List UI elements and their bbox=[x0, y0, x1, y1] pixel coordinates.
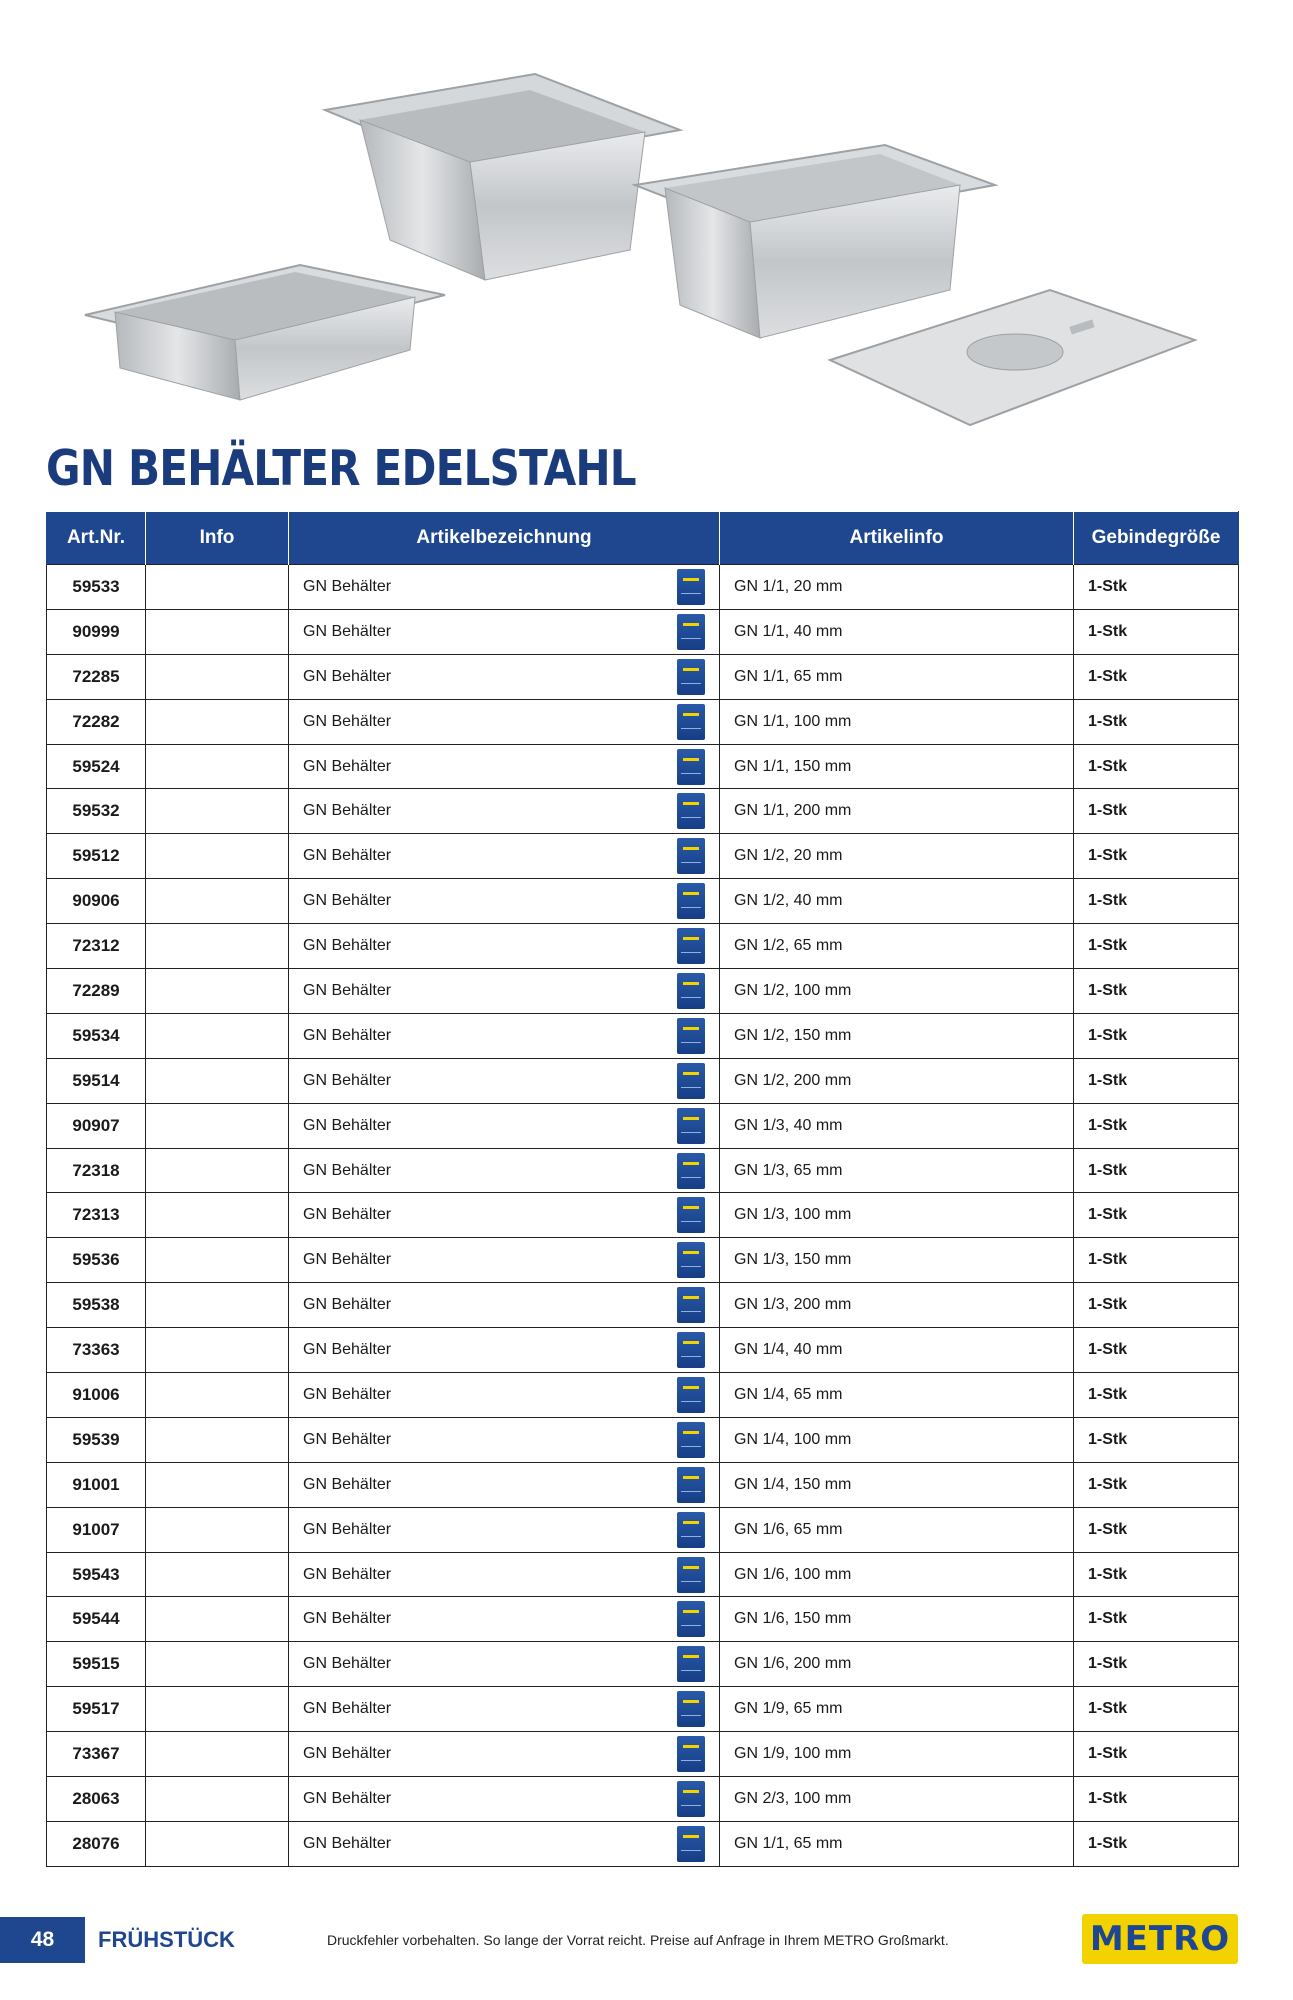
gebindegroesse-cell: 1-Stk bbox=[1074, 1328, 1239, 1373]
artikelbezeichnung-cell bbox=[289, 1328, 720, 1373]
column-header-artikelinfo: Artikelinfo bbox=[720, 512, 1074, 565]
artikelbezeichnung-text: GN Behälter bbox=[303, 1475, 392, 1493]
artikelbezeichnung-cell bbox=[289, 1193, 720, 1238]
artikelbezeichnung-cell bbox=[289, 565, 720, 610]
artikelinfo-cell: GN 1/6, 200 mm bbox=[720, 1642, 1074, 1687]
gebindegroesse-cell: 1-Stk bbox=[1074, 1058, 1239, 1103]
artikelbezeichnung-text: GN Behälter bbox=[303, 577, 392, 595]
artikelinfo-cell: GN 1/4, 150 mm bbox=[720, 1462, 1074, 1507]
column-header-art-nr: Art.Nr. bbox=[47, 512, 146, 565]
artikelbezeichnung-cell bbox=[289, 1462, 720, 1507]
artikelinfo-cell: GN 1/3, 100 mm bbox=[720, 1193, 1074, 1238]
metro-brand-badge-icon bbox=[677, 1018, 705, 1054]
gebindegroesse-cell: 1-Stk bbox=[1074, 699, 1239, 744]
art-nr-cell: 59514 bbox=[47, 1058, 146, 1103]
gebindegroesse-cell: 1-Stk bbox=[1074, 1732, 1239, 1777]
artikelbezeichnung-text: GN Behälter bbox=[303, 847, 392, 865]
container-shallow-icon bbox=[85, 265, 445, 400]
art-nr-cell: 72285 bbox=[47, 654, 146, 699]
metro-brand-badge-icon bbox=[677, 1826, 705, 1862]
info-cell bbox=[146, 1462, 289, 1507]
art-nr-cell: 72289 bbox=[47, 969, 146, 1014]
table-row bbox=[47, 565, 1239, 610]
artikelinfo-cell: GN 1/3, 65 mm bbox=[720, 1148, 1074, 1193]
column-header-info: Info bbox=[146, 512, 289, 565]
artikelbezeichnung-cell bbox=[289, 1283, 720, 1328]
art-nr-cell: 28076 bbox=[47, 1821, 146, 1866]
info-cell bbox=[146, 879, 289, 924]
info-cell bbox=[146, 1148, 289, 1193]
metro-brand-badge-icon bbox=[677, 1512, 705, 1548]
table-row bbox=[47, 1193, 1239, 1238]
info-cell bbox=[146, 1552, 289, 1597]
artikelbezeichnung-text: GN Behälter bbox=[303, 1206, 392, 1224]
artikelbezeichnung-cell bbox=[289, 1642, 720, 1687]
artikelinfo-cell: GN 1/4, 40 mm bbox=[720, 1328, 1074, 1373]
art-nr-cell: 90907 bbox=[47, 1103, 146, 1148]
gebindegroesse-cell: 1-Stk bbox=[1074, 1777, 1239, 1822]
gebindegroesse-cell: 1-Stk bbox=[1074, 744, 1239, 789]
artikelbezeichnung-text: GN Behälter bbox=[303, 1745, 392, 1763]
artikelbezeichnung-cell bbox=[289, 1417, 720, 1462]
artikelbezeichnung-cell bbox=[289, 744, 720, 789]
artikelbezeichnung-cell bbox=[289, 1732, 720, 1777]
container-medium-icon bbox=[635, 145, 995, 338]
column-header-bezeichnung: Artikelbezeichnung bbox=[289, 512, 720, 565]
gebindegroesse-cell: 1-Stk bbox=[1074, 969, 1239, 1014]
page-title: GN BEHÄLTER EDELSTAHL bbox=[46, 440, 636, 497]
artikelinfo-cell: GN 1/1, 65 mm bbox=[720, 1821, 1074, 1866]
art-nr-cell: 90999 bbox=[47, 609, 146, 654]
info-cell bbox=[146, 1821, 289, 1866]
table-row bbox=[47, 1821, 1239, 1866]
gebindegroesse-cell: 1-Stk bbox=[1074, 1148, 1239, 1193]
artikelbezeichnung-text: GN Behälter bbox=[303, 981, 392, 999]
artikelbezeichnung-text: GN Behälter bbox=[303, 1565, 392, 1583]
artikelinfo-cell: GN 1/3, 40 mm bbox=[720, 1103, 1074, 1148]
artikelbezeichnung-cell bbox=[289, 969, 720, 1014]
artikelbezeichnung-text: GN Behälter bbox=[303, 1296, 392, 1314]
metro-brand-badge-icon bbox=[677, 1063, 705, 1099]
artikelinfo-cell: GN 1/4, 100 mm bbox=[720, 1417, 1074, 1462]
metro-brand-badge-icon bbox=[677, 569, 705, 605]
info-cell bbox=[146, 744, 289, 789]
container-lid-icon bbox=[830, 290, 1195, 425]
artikelinfo-cell: GN 1/1, 100 mm bbox=[720, 699, 1074, 744]
artikelinfo-cell: GN 1/4, 65 mm bbox=[720, 1373, 1074, 1418]
artikelbezeichnung-text: GN Behälter bbox=[303, 802, 392, 820]
metro-brand-badge-icon bbox=[677, 838, 705, 874]
artikelbezeichnung-text: GN Behälter bbox=[303, 1341, 392, 1359]
info-cell bbox=[146, 1238, 289, 1283]
artikelinfo-cell: GN 1/1, 40 mm bbox=[720, 609, 1074, 654]
artikelbezeichnung-text: GN Behälter bbox=[303, 892, 392, 910]
metro-brand-badge-icon bbox=[677, 1153, 705, 1189]
table-row bbox=[47, 1462, 1239, 1507]
artikelinfo-cell: GN 1/6, 65 mm bbox=[720, 1507, 1074, 1552]
table-row bbox=[47, 1687, 1239, 1732]
metro-brand-badge-icon bbox=[677, 1197, 705, 1233]
artikelbezeichnung-cell bbox=[289, 1058, 720, 1103]
metro-brand-badge-icon bbox=[677, 1332, 705, 1368]
metro-brand-badge-icon bbox=[677, 1781, 705, 1817]
section-label: FRÜHSTÜCK bbox=[98, 1927, 235, 1952]
metro-brand-badge-icon bbox=[677, 1601, 705, 1637]
artikelinfo-cell: GN 1/1, 65 mm bbox=[720, 654, 1074, 699]
artikelinfo-cell: GN 1/6, 100 mm bbox=[720, 1552, 1074, 1597]
table-row bbox=[47, 1732, 1239, 1777]
gebindegroesse-cell: 1-Stk bbox=[1074, 789, 1239, 834]
metro-brand-badge-icon bbox=[677, 883, 705, 919]
artikelbezeichnung-text: GN Behälter bbox=[303, 712, 392, 730]
product-table bbox=[46, 511, 1238, 1867]
artikelbezeichnung-text: GN Behälter bbox=[303, 757, 392, 775]
artikelinfo-cell: GN 1/3, 150 mm bbox=[720, 1238, 1074, 1283]
info-cell bbox=[146, 1687, 289, 1732]
metro-brand-badge-icon bbox=[677, 793, 705, 829]
artikelinfo-cell: GN 1/9, 65 mm bbox=[720, 1687, 1074, 1732]
info-cell bbox=[146, 1597, 289, 1642]
metro-brand-badge-icon bbox=[677, 1467, 705, 1503]
gebindegroesse-cell: 1-Stk bbox=[1074, 1238, 1239, 1283]
metro-brand-badge-icon bbox=[677, 1422, 705, 1458]
table-row bbox=[47, 744, 1239, 789]
metro-brand-badge-icon bbox=[677, 1691, 705, 1727]
info-cell bbox=[146, 1642, 289, 1687]
art-nr-cell: 59543 bbox=[47, 1552, 146, 1597]
artikelbezeichnung-cell bbox=[289, 1373, 720, 1418]
table-row bbox=[47, 879, 1239, 924]
artikelinfo-cell: GN 1/2, 20 mm bbox=[720, 834, 1074, 879]
metro-brand-badge-icon bbox=[677, 614, 705, 650]
metro-brand-badge-icon bbox=[677, 1242, 705, 1278]
art-nr-cell: 59538 bbox=[47, 1283, 146, 1328]
table-row bbox=[47, 1373, 1239, 1418]
info-cell bbox=[146, 1283, 289, 1328]
info-cell bbox=[146, 1507, 289, 1552]
page-number: 48 bbox=[0, 1917, 85, 1963]
artikelbezeichnung-cell bbox=[289, 1777, 720, 1822]
table-row bbox=[47, 1058, 1239, 1103]
container-deep-icon bbox=[325, 74, 680, 280]
table-row bbox=[47, 1238, 1239, 1283]
art-nr-cell: 72313 bbox=[47, 1193, 146, 1238]
gebindegroesse-cell: 1-Stk bbox=[1074, 1597, 1239, 1642]
metro-logo: METRO bbox=[1082, 1914, 1238, 1964]
artikelbezeichnung-text: GN Behälter bbox=[303, 1520, 392, 1538]
info-cell bbox=[146, 1058, 289, 1103]
table-row bbox=[47, 1283, 1239, 1328]
artikelinfo-cell: GN 1/3, 200 mm bbox=[720, 1283, 1074, 1328]
table-header-row bbox=[47, 512, 1239, 565]
table-row bbox=[47, 924, 1239, 969]
gebindegroesse-cell: 1-Stk bbox=[1074, 924, 1239, 969]
table-row bbox=[47, 1103, 1239, 1148]
info-cell bbox=[146, 654, 289, 699]
artikelbezeichnung-cell bbox=[289, 1103, 720, 1148]
artikelinfo-cell: GN 1/2, 150 mm bbox=[720, 1013, 1074, 1058]
art-nr-cell: 59536 bbox=[47, 1238, 146, 1283]
artikelinfo-cell: GN 1/2, 65 mm bbox=[720, 924, 1074, 969]
info-cell bbox=[146, 609, 289, 654]
artikelbezeichnung-text: GN Behälter bbox=[303, 667, 392, 685]
artikelbezeichnung-cell bbox=[289, 879, 720, 924]
info-cell bbox=[146, 834, 289, 879]
art-nr-cell: 59532 bbox=[47, 789, 146, 834]
info-cell bbox=[146, 699, 289, 744]
artikelinfo-cell: GN 1/2, 100 mm bbox=[720, 969, 1074, 1014]
table-row bbox=[47, 1417, 1239, 1462]
artikelbezeichnung-cell bbox=[289, 1013, 720, 1058]
artikelbezeichnung-text: GN Behälter bbox=[303, 1789, 392, 1807]
gebindegroesse-cell: 1-Stk bbox=[1074, 1283, 1239, 1328]
gebindegroesse-cell: 1-Stk bbox=[1074, 1193, 1239, 1238]
art-nr-cell: 59524 bbox=[47, 744, 146, 789]
artikelbezeichnung-text: GN Behälter bbox=[303, 1655, 392, 1673]
info-cell bbox=[146, 565, 289, 610]
column-header-gebinde: Gebindegröße bbox=[1074, 512, 1239, 565]
metro-brand-badge-icon bbox=[677, 704, 705, 740]
metro-brand-badge-icon bbox=[677, 749, 705, 785]
artikelbezeichnung-text: GN Behälter bbox=[303, 1610, 392, 1628]
artikelbezeichnung-text: GN Behälter bbox=[303, 622, 392, 640]
artikelbezeichnung-text: GN Behälter bbox=[303, 1161, 392, 1179]
table-row bbox=[47, 1777, 1239, 1822]
table-row bbox=[47, 1148, 1239, 1193]
table-row bbox=[47, 1597, 1239, 1642]
art-nr-cell: 59544 bbox=[47, 1597, 146, 1642]
artikelinfo-cell: GN 1/6, 150 mm bbox=[720, 1597, 1074, 1642]
art-nr-cell: 72318 bbox=[47, 1148, 146, 1193]
artikelbezeichnung-cell bbox=[289, 1597, 720, 1642]
art-nr-cell: 90906 bbox=[47, 879, 146, 924]
art-nr-cell: 73367 bbox=[47, 1732, 146, 1777]
artikelbezeichnung-text: GN Behälter bbox=[303, 1385, 392, 1403]
artikelinfo-cell: GN 1/1, 20 mm bbox=[720, 565, 1074, 610]
art-nr-cell: 91001 bbox=[47, 1462, 146, 1507]
gebindegroesse-cell: 1-Stk bbox=[1074, 834, 1239, 879]
artikelinfo-cell: GN 1/2, 40 mm bbox=[720, 879, 1074, 924]
artikelinfo-cell: GN 1/1, 200 mm bbox=[720, 789, 1074, 834]
table-row bbox=[47, 654, 1239, 699]
table-row bbox=[47, 609, 1239, 654]
metro-brand-badge-icon bbox=[677, 1287, 705, 1323]
art-nr-cell: 59515 bbox=[47, 1642, 146, 1687]
gebindegroesse-cell: 1-Stk bbox=[1074, 1507, 1239, 1552]
info-cell bbox=[146, 1373, 289, 1418]
artikelbezeichnung-cell bbox=[289, 1687, 720, 1732]
artikelbezeichnung-text: GN Behälter bbox=[303, 937, 392, 955]
gebindegroesse-cell: 1-Stk bbox=[1074, 1462, 1239, 1507]
metro-brand-badge-icon bbox=[677, 659, 705, 695]
metro-brand-badge-icon bbox=[677, 1736, 705, 1772]
gebindegroesse-cell: 1-Stk bbox=[1074, 1417, 1239, 1462]
info-cell bbox=[146, 789, 289, 834]
product-image-gn-containers bbox=[60, 50, 1220, 440]
table-row bbox=[47, 789, 1239, 834]
artikelbezeichnung-cell bbox=[289, 609, 720, 654]
gebindegroesse-cell: 1-Stk bbox=[1074, 609, 1239, 654]
metro-brand-badge-icon bbox=[677, 1557, 705, 1593]
gebindegroesse-cell: 1-Stk bbox=[1074, 654, 1239, 699]
table-row bbox=[47, 1328, 1239, 1373]
art-nr-cell: 59534 bbox=[47, 1013, 146, 1058]
artikelbezeichnung-cell bbox=[289, 699, 720, 744]
table-row bbox=[47, 1507, 1239, 1552]
artikelbezeichnung-cell bbox=[289, 834, 720, 879]
metro-brand-badge-icon bbox=[677, 1377, 705, 1413]
gebindegroesse-cell: 1-Stk bbox=[1074, 1373, 1239, 1418]
gebindegroesse-cell: 1-Stk bbox=[1074, 565, 1239, 610]
gebindegroesse-cell: 1-Stk bbox=[1074, 1552, 1239, 1597]
artikelbezeichnung-text: GN Behälter bbox=[303, 1430, 392, 1448]
art-nr-cell: 91007 bbox=[47, 1507, 146, 1552]
table-row bbox=[47, 1552, 1239, 1597]
gebindegroesse-cell: 1-Stk bbox=[1074, 1821, 1239, 1866]
artikelbezeichnung-cell bbox=[289, 654, 720, 699]
artikelinfo-cell: GN 1/1, 150 mm bbox=[720, 744, 1074, 789]
gebindegroesse-cell: 1-Stk bbox=[1074, 1103, 1239, 1148]
gebindegroesse-cell: 1-Stk bbox=[1074, 1642, 1239, 1687]
artikelbezeichnung-text: GN Behälter bbox=[303, 1026, 392, 1044]
art-nr-cell: 91006 bbox=[47, 1373, 146, 1418]
metro-brand-badge-icon bbox=[677, 928, 705, 964]
info-cell bbox=[146, 1013, 289, 1058]
gebindegroesse-cell: 1-Stk bbox=[1074, 1687, 1239, 1732]
info-cell bbox=[146, 1777, 289, 1822]
art-nr-cell: 72282 bbox=[47, 699, 146, 744]
table-row bbox=[47, 1642, 1239, 1687]
art-nr-cell: 59512 bbox=[47, 834, 146, 879]
art-nr-cell: 59517 bbox=[47, 1687, 146, 1732]
artikelbezeichnung-text: GN Behälter bbox=[303, 1700, 392, 1718]
disclaimer-note: Druckfehler vorbehalten. So lange der Vorrat reicht. Preise auf Anfrage in Ihrem METRO Großmarkt. bbox=[327, 1932, 949, 1948]
artikelbezeichnung-cell bbox=[289, 1507, 720, 1552]
artikelinfo-cell: GN 1/2, 200 mm bbox=[720, 1058, 1074, 1103]
metro-brand-badge-icon bbox=[677, 973, 705, 1009]
art-nr-cell: 28063 bbox=[47, 1777, 146, 1822]
art-nr-cell: 73363 bbox=[47, 1328, 146, 1373]
info-cell bbox=[146, 1417, 289, 1462]
gebindegroesse-cell: 1-Stk bbox=[1074, 879, 1239, 924]
artikelbezeichnung-text: GN Behälter bbox=[303, 1116, 392, 1134]
info-cell bbox=[146, 969, 289, 1014]
artikelbezeichnung-cell bbox=[289, 1552, 720, 1597]
artikelbezeichnung-cell bbox=[289, 1238, 720, 1283]
artikelbezeichnung-cell bbox=[289, 924, 720, 969]
artikelbezeichnung-text: GN Behälter bbox=[303, 1071, 392, 1089]
info-cell bbox=[146, 1103, 289, 1148]
art-nr-cell: 59533 bbox=[47, 565, 146, 610]
table-row bbox=[47, 834, 1239, 879]
metro-brand-badge-icon bbox=[677, 1646, 705, 1682]
artikelbezeichnung-text: GN Behälter bbox=[303, 1251, 392, 1269]
info-cell bbox=[146, 924, 289, 969]
art-nr-cell: 72312 bbox=[47, 924, 146, 969]
table-row bbox=[47, 699, 1239, 744]
info-cell bbox=[146, 1193, 289, 1238]
gebindegroesse-cell: 1-Stk bbox=[1074, 1013, 1239, 1058]
art-nr-cell: 59539 bbox=[47, 1417, 146, 1462]
info-cell bbox=[146, 1328, 289, 1373]
info-cell bbox=[146, 1732, 289, 1777]
metro-brand-badge-icon bbox=[677, 1108, 705, 1144]
artikelbezeichnung-text: GN Behälter bbox=[303, 1834, 392, 1852]
artikelinfo-cell: GN 2/3, 100 mm bbox=[720, 1777, 1074, 1822]
table-row bbox=[47, 969, 1239, 1014]
table-row bbox=[47, 1013, 1239, 1058]
artikelbezeichnung-cell bbox=[289, 1821, 720, 1866]
artikelbezeichnung-cell bbox=[289, 1148, 720, 1193]
artikelbezeichnung-cell bbox=[289, 789, 720, 834]
artikelinfo-cell: GN 1/9, 100 mm bbox=[720, 1732, 1074, 1777]
